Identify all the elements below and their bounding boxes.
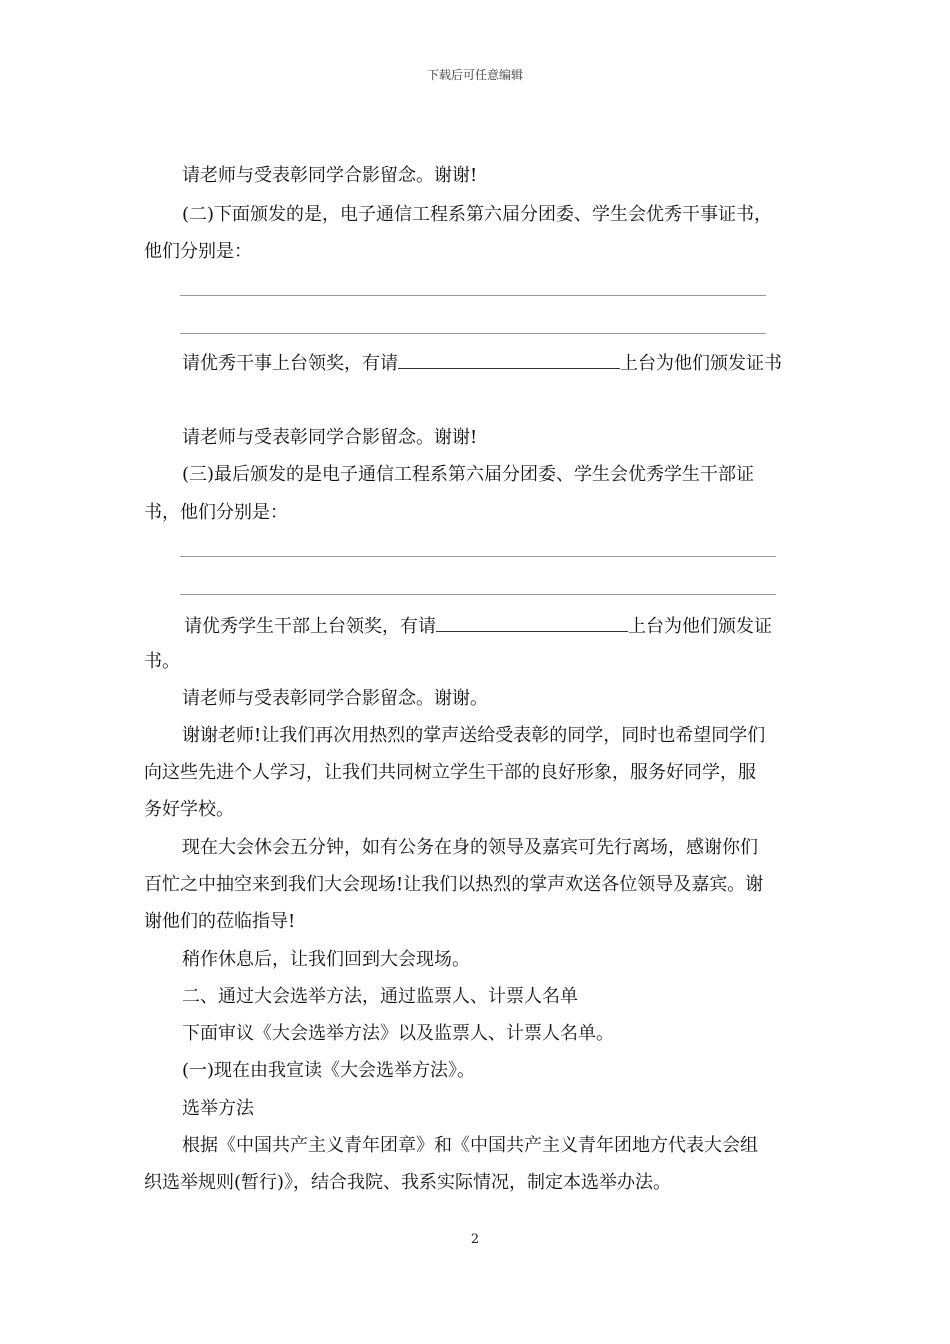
name-blank-line-3 [180, 556, 776, 557]
paragraph-section-2-line-1: (二)下面颁发的是，电子通信工程系第六届分团委、学生会优秀干事证书， [182, 204, 773, 225]
paragraph-award-cadre [182, 350, 782, 376]
paragraph-announce: (一)现在由我宣读《大会选举方法》。 [182, 1060, 476, 1081]
presenter-blank-2 [436, 613, 628, 632]
page-number: 2 [470, 1232, 480, 1247]
paragraph-photo-2: 请老师与受表彰同学合影留念。谢谢! [182, 427, 478, 448]
name-blank-line-4 [180, 594, 776, 595]
paragraph-basis-line-2: 织选举规则(暂行)》，结合我院、我系实际情况，制定本选举办法。 [144, 1172, 672, 1193]
paragraph-section-3-line-1: (三)最后颁发的是电子通信工程系第六届分团委、学生会优秀学生干部证 [182, 464, 755, 485]
paragraph-photo-1: 请老师与受表彰同学合影留念。谢谢! [182, 165, 478, 186]
paragraph-thanks-line-2: 向这些先进个人学习，让我们共同树立学生干部的良好形象，服务好同学，服 [144, 762, 756, 783]
subheading-election-method: 选举方法 [182, 1098, 254, 1119]
paragraph-recess-line-3: 谢他们的莅临指导! [144, 911, 296, 932]
paragraph-photo-3: 请老师与受表彰同学合影留念。谢谢。 [182, 688, 488, 709]
paragraph-award-student-cadre-end: 书。 [144, 651, 180, 672]
paragraph-section-2-line-2: 他们分别是： [144, 241, 252, 262]
award-cadre-text-after: 上台为他们颁发证书 [620, 353, 782, 374]
page-header: 下载后可任意编辑 [426, 68, 523, 82]
paragraph-recess-line-2: 百忙之中抽空来到我们大会现场!让我们以热烈的掌声欢送各位领导及嘉宾。谢 [144, 874, 764, 895]
paragraph-recess-line-1: 现在大会休会五分钟，如有公务在身的领导及嘉宾可先行离场，感谢你们 [182, 837, 758, 858]
award-student-text-after: 上台为他们颁发证 [628, 616, 772, 637]
award-cadre-text-before: 请优秀干事上台领奖，有请 [182, 353, 398, 374]
paragraph-basis-line-1: 根据《中国共产主义青年团章》和《中国共产主义青年团地方代表大会组 [182, 1135, 758, 1156]
paragraph-thanks-line-3: 务好学校。 [144, 799, 234, 820]
section-heading-election: 二、通过大会选举方法，通过监票人、计票人名单 [182, 986, 578, 1007]
award-student-text-before: 请优秀学生干部上台领奖，有请 [184, 616, 436, 637]
paragraph-resume: 稍作休息后，让我们回到大会现场。 [182, 949, 470, 970]
name-blank-line-1 [180, 295, 766, 296]
paragraph-award-student-cadre [184, 613, 772, 639]
paragraph-thanks-line-1: 谢谢老师!让我们再次用热烈的掌声送给受表彰的同学，同时也希望同学们 [182, 725, 766, 746]
paragraph-review: 下面审议《大会选举方法》以及监票人、计票人名单。 [182, 1023, 614, 1044]
presenter-blank [398, 350, 620, 369]
paragraph-section-3-line-2: 书，他们分别是： [144, 502, 288, 523]
name-blank-line-2 [180, 333, 766, 334]
